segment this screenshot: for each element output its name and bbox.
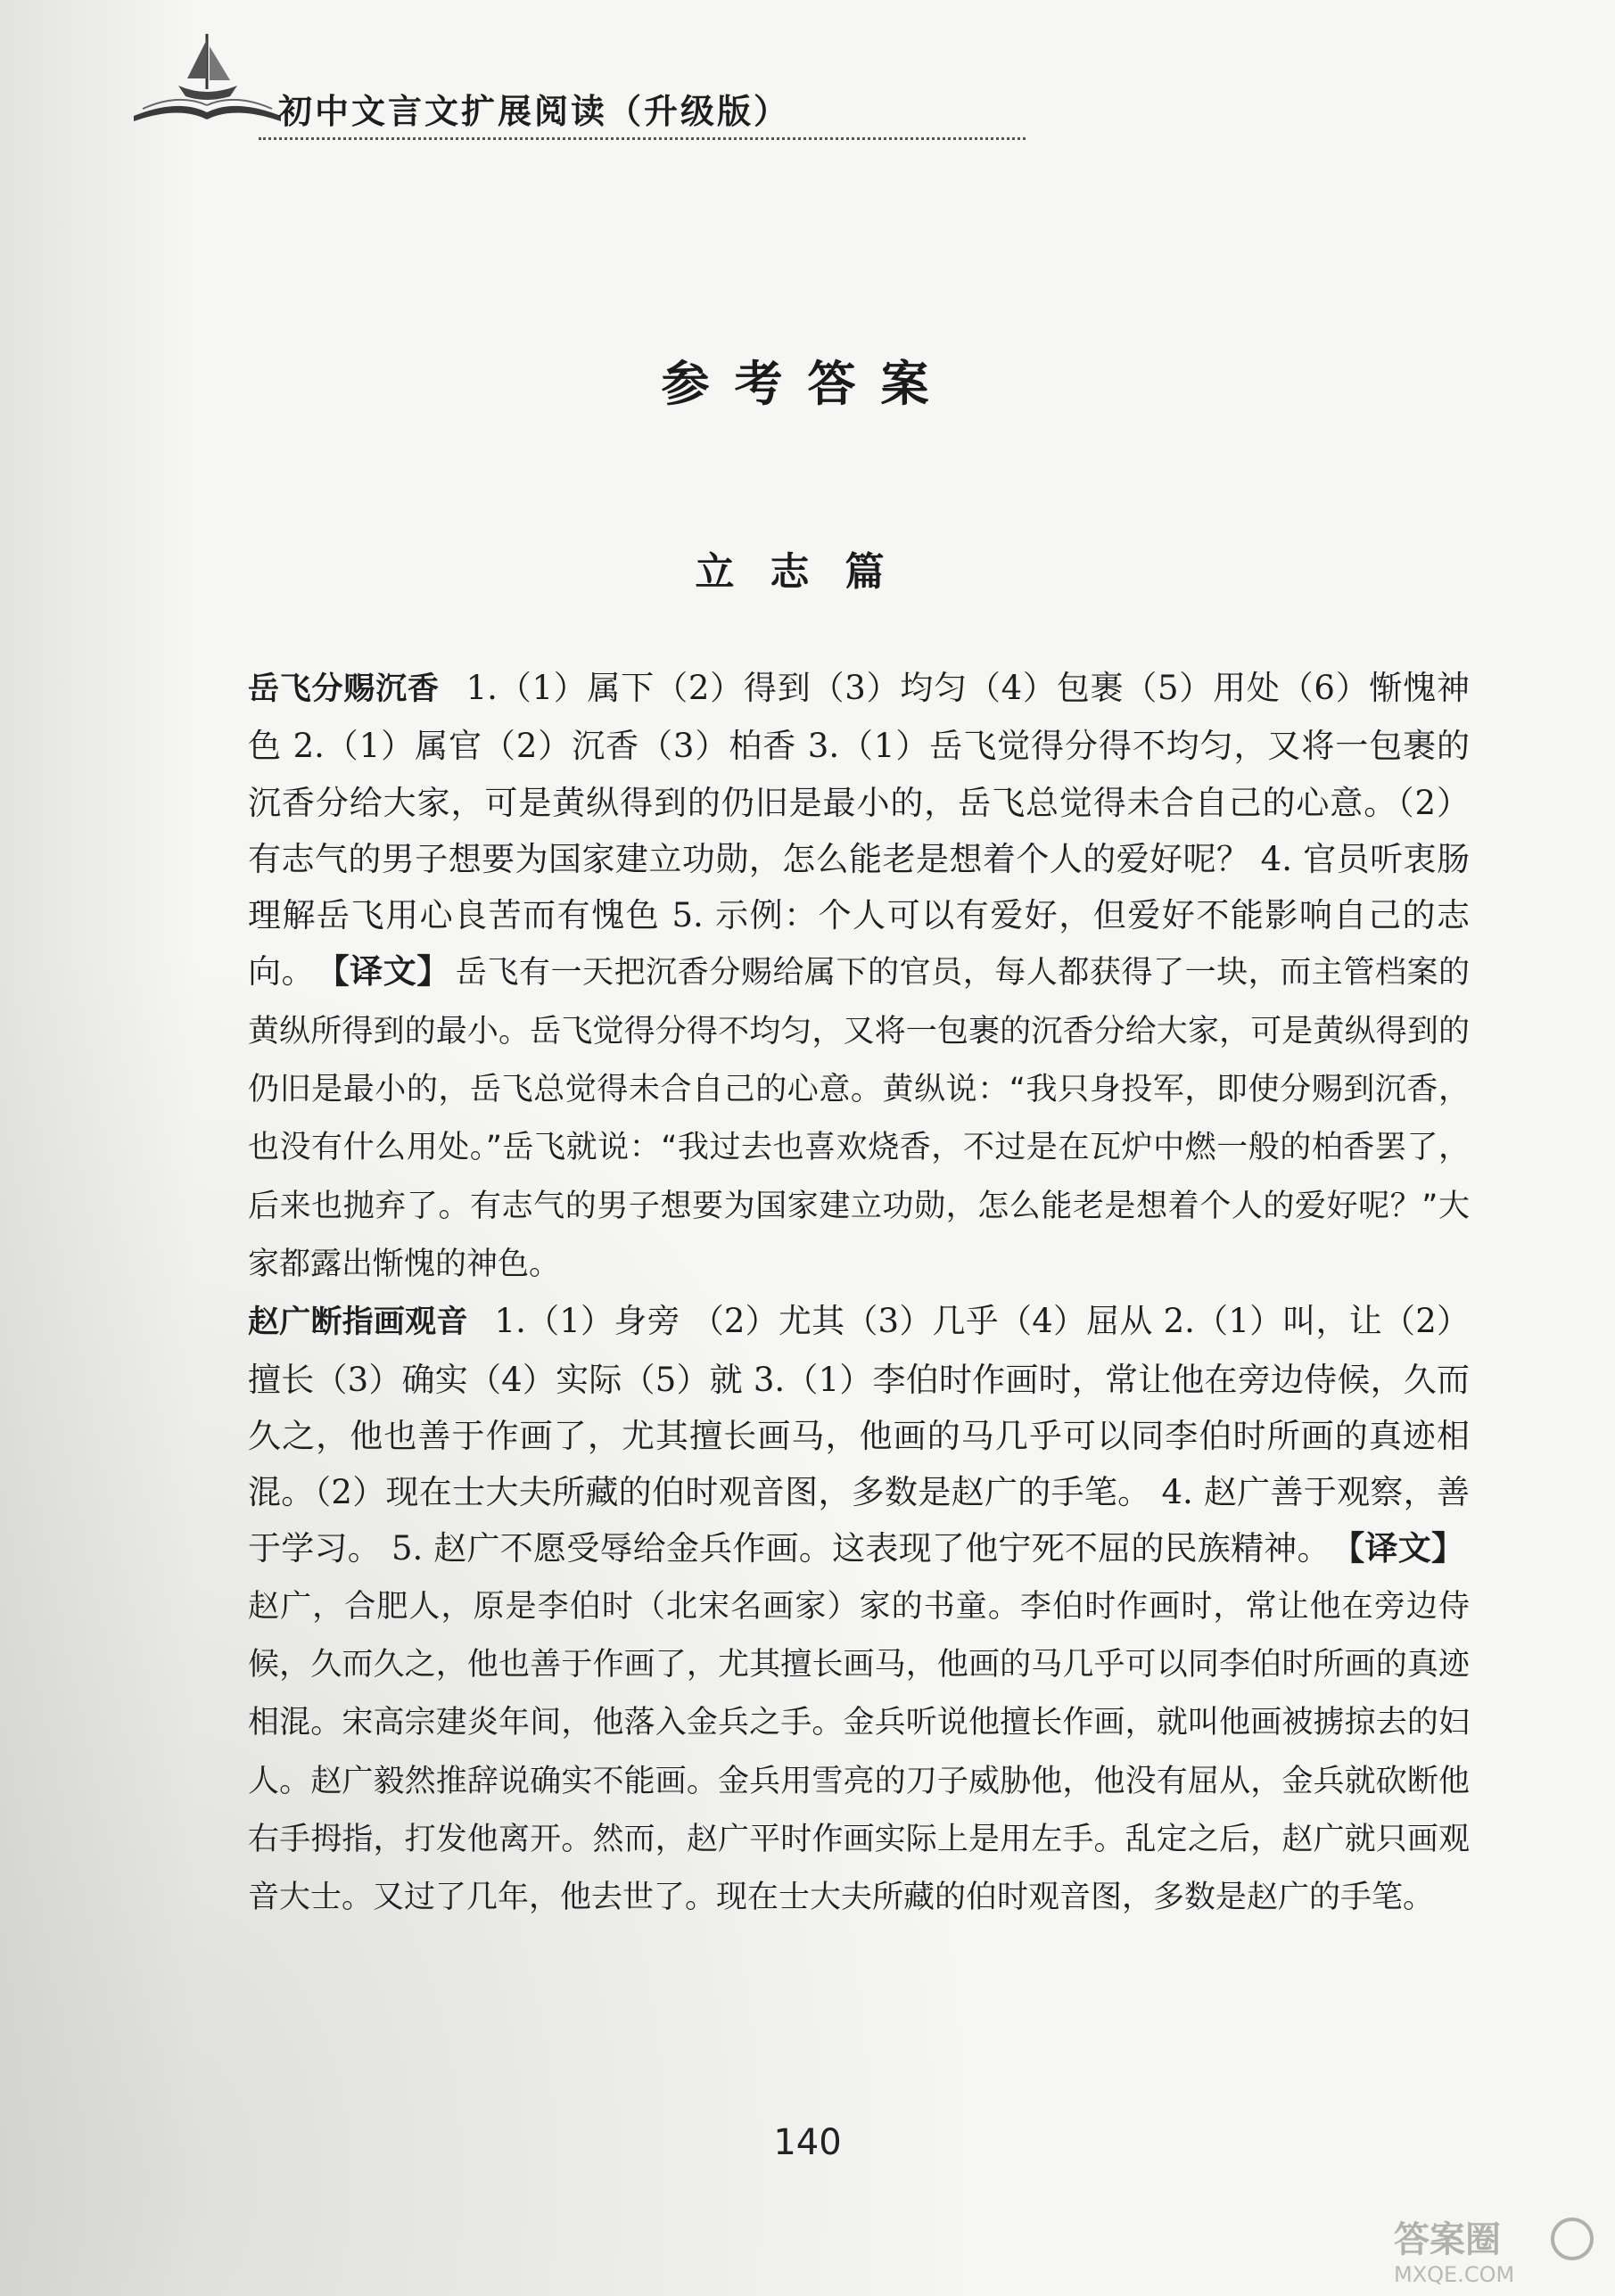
answer-entry-yuefei bbox=[248, 660, 1470, 1293]
entry-answers: 1.（1）身旁 （2）尤其（3）几乎（4）屈从 2.（1）叫，让（2）擅长（3）确实（4）实际（5）就 3.（1）李伯时作画时，常让他在旁边侍候，久而久之，他也善于作画了，尤其擅长画马，他画的马几乎可以同李伯时所画的真迹相混。（2）现在士大夫所藏的伯时观音图，多数是赵广的手笔。 4. 赵广善于观察，善于学习。 5. 赵广不愿受辱给金兵作画。这表现了他宁死不屈的民族精神。 bbox=[248, 1302, 1470, 1568]
watermark-logo bbox=[1385, 2209, 1599, 2289]
entry-translation: 赵广，合肥人，原是李伯时（北宋名画家）家的书童。李伯时作画时，常让他在旁边侍候，久而久之，他也善于作画了，尤其擅长画马，他画的马几乎可以同李伯时所画的真迹相混。宋高宗建炎年间，他落入金兵之手。金兵听说他擅长作画，就叫他画被掳掠去的妇人。赵广毅然推辞说确实不能画。金兵用雪亮的刀子威胁他，他没有屈从，金兵就砍断他右手拇指，打发他离开。然而，赵广平时作画实际上是用左手。乱定之后，赵广就只画观音大士。又过了几年，他去世了。现在士大夫所藏的伯时观音图，多数是赵广的手笔。 bbox=[248, 1588, 1470, 1916]
translation-tag: 【译文】 bbox=[1347, 1529, 1465, 1568]
entry-title: 岳飞分赐沉香 bbox=[248, 671, 440, 707]
answer-entry-zhaoguang bbox=[248, 1293, 1470, 1926]
translation-tag: 【译文】 bbox=[333, 952, 450, 992]
entry-title: 赵广断指画观音 bbox=[248, 1304, 468, 1341]
page-title: 参考答案 bbox=[661, 355, 954, 412]
watermark-line1: 答案圈 bbox=[1394, 2219, 1501, 2260]
entry-translation: 岳飞有一天把沉香分赐给属下的官员，每人都获得了一块，而主管档案的黄纵所得到的最小。岳飞觉得分得不均匀，又将一包裹的沉香分给大家，可是黄纵得到的仍旧是最小的，岳飞总觉得未合自己的心意。黄纵说：“我只身投军，即使分赐到沉香，也没有什么用处。”岳飞就说：“我过去也喜欢烧香，不过是在瓦炉中燃一般的柏香罢了，后来也抛弃了。有志气的男子想要为国家建立功勋，怎么能老是想着个人的爱好呢？”大家都露出惭愧的神色。 bbox=[248, 955, 1470, 1282]
section-title: 立志篇 bbox=[695, 549, 920, 595]
running-header-title: 初中文言文扩展阅读（升级版） bbox=[278, 91, 791, 131]
header-divider bbox=[259, 137, 1026, 140]
page-number: 140 bbox=[773, 2122, 842, 2163]
running-header bbox=[125, 27, 910, 143]
watermark-line2: MXQE.COM bbox=[1394, 2262, 1515, 2287]
answer-content bbox=[248, 660, 1470, 1927]
entry-answers: 1.（1）属下（2）得到（3）均匀（4）包裹（5）用处（6）惭愧神色 2.（1）属官（2）沉香（3）柏香 3.（1）岳飞觉得分得不均匀，又将一包裹的沉香分给大家，可是黄纵得到的仍旧是最小的，岳飞总觉得未合自己的心意。（2）有志气的男子想要为国家建立功勋，怎么能老是想着个人的爱好呢？ 4. 官员听衷肠理解岳飞用心良苦而有愧色 5. 示例：个人可以有爱好，但爱好不能影响自己的志向。 bbox=[248, 669, 1470, 992]
ship-book-logo-icon bbox=[125, 27, 285, 134]
